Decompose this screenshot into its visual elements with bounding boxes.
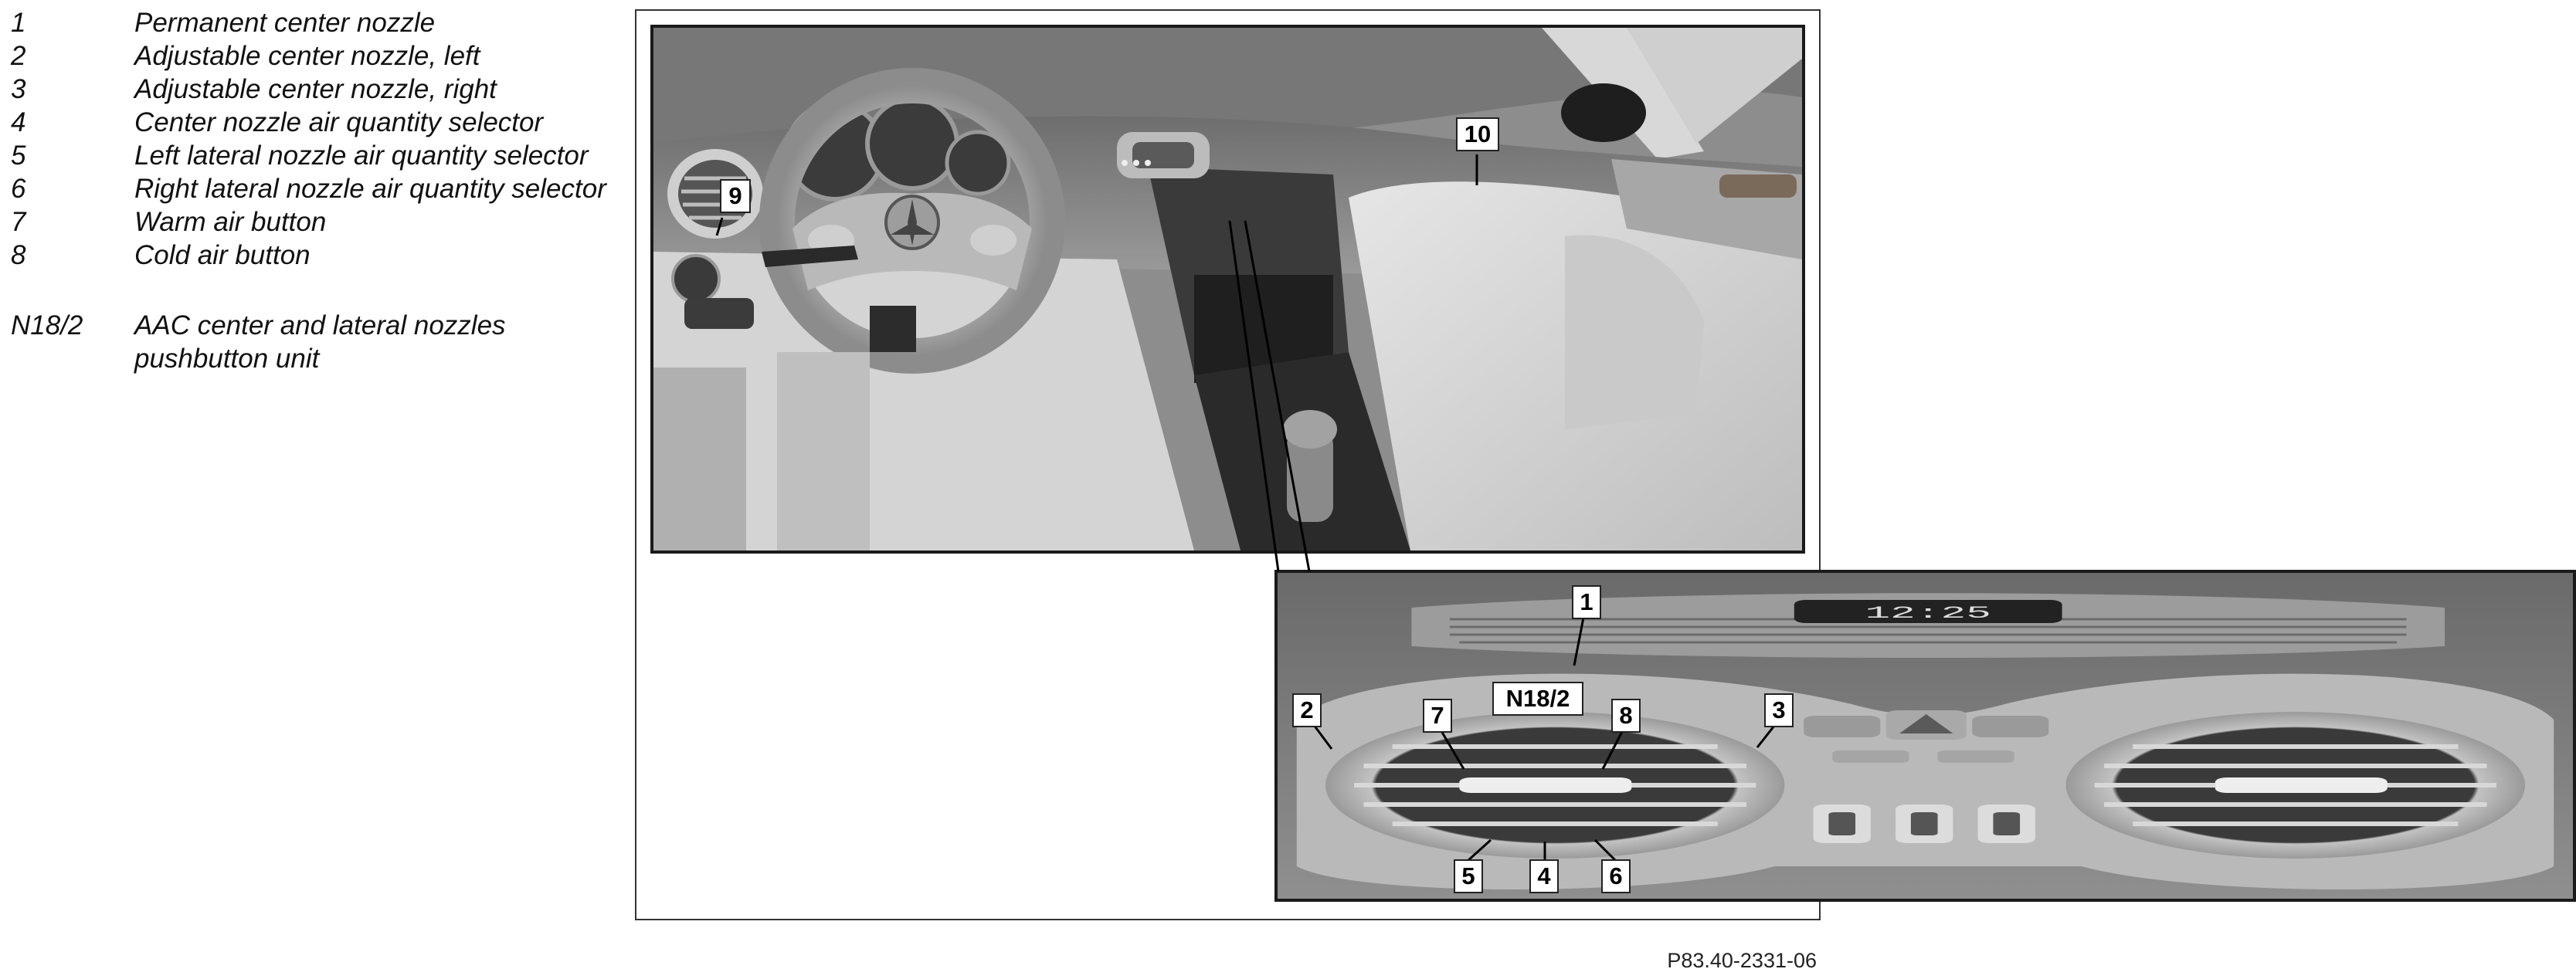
legend-item: [11, 139, 613, 172]
clock-display: 12:25: [1865, 604, 1991, 623]
legend-key: 8: [11, 240, 26, 270]
callout-5: 5: [1454, 859, 1483, 893]
legend-item: [11, 106, 613, 139]
callout-6: 6: [1601, 859, 1631, 893]
legend-item: [11, 205, 613, 239]
legend-item: [11, 309, 613, 375]
legend-key: N18/2: [11, 310, 83, 340]
legend-key: 4: [11, 107, 26, 137]
legend-text: Adjustable center nozzle, left: [134, 41, 480, 71]
legend-text: Left lateral nozzle air quantity selector: [134, 141, 589, 171]
callout-8: 8: [1611, 699, 1641, 733]
legend-text: Warm air button: [134, 207, 327, 237]
legend-text: Adjustable center nozzle, right: [134, 74, 497, 104]
inset-illustration: [1278, 573, 2573, 899]
inset-photo: [1274, 570, 2576, 902]
callout-4: 4: [1529, 859, 1559, 893]
legend-text: Permanent center nozzle: [134, 8, 436, 38]
legend-item: [11, 39, 613, 73]
callout-n18-2: N18/2: [1492, 682, 1583, 716]
legend-text: Center nozzle air quantity selector: [134, 107, 544, 137]
legend-item: [11, 73, 613, 106]
legend-text: AAC center and lateral nozzles pushbutton unit: [134, 310, 506, 374]
dashboard-photo: [650, 25, 1805, 554]
legend-item: [11, 239, 613, 272]
legend-key: 2: [11, 41, 26, 71]
legend-key: 3: [11, 74, 26, 104]
callout-3: 3: [1764, 693, 1794, 727]
legend-text: Right lateral nozzle air quantity selector: [134, 174, 606, 204]
callout-1: 1: [1572, 585, 1601, 619]
legend: [11, 6, 613, 375]
legend-text: Cold air button: [134, 240, 311, 270]
callout-7: 7: [1423, 699, 1452, 733]
callout-2: 2: [1292, 693, 1322, 727]
legend-item: [11, 172, 613, 205]
legend-key: 6: [11, 174, 26, 204]
legend-key: 5: [11, 141, 26, 171]
dashboard-illustration: [653, 28, 1802, 550]
legend-key: 7: [11, 207, 26, 237]
callout-9: 9: [720, 179, 751, 213]
legend-key: 1: [11, 8, 26, 38]
legend-item: [11, 6, 613, 39]
figure-reference-code: P83.40-2331-06: [1667, 949, 1817, 972]
callout-10: 10: [1456, 117, 1499, 151]
